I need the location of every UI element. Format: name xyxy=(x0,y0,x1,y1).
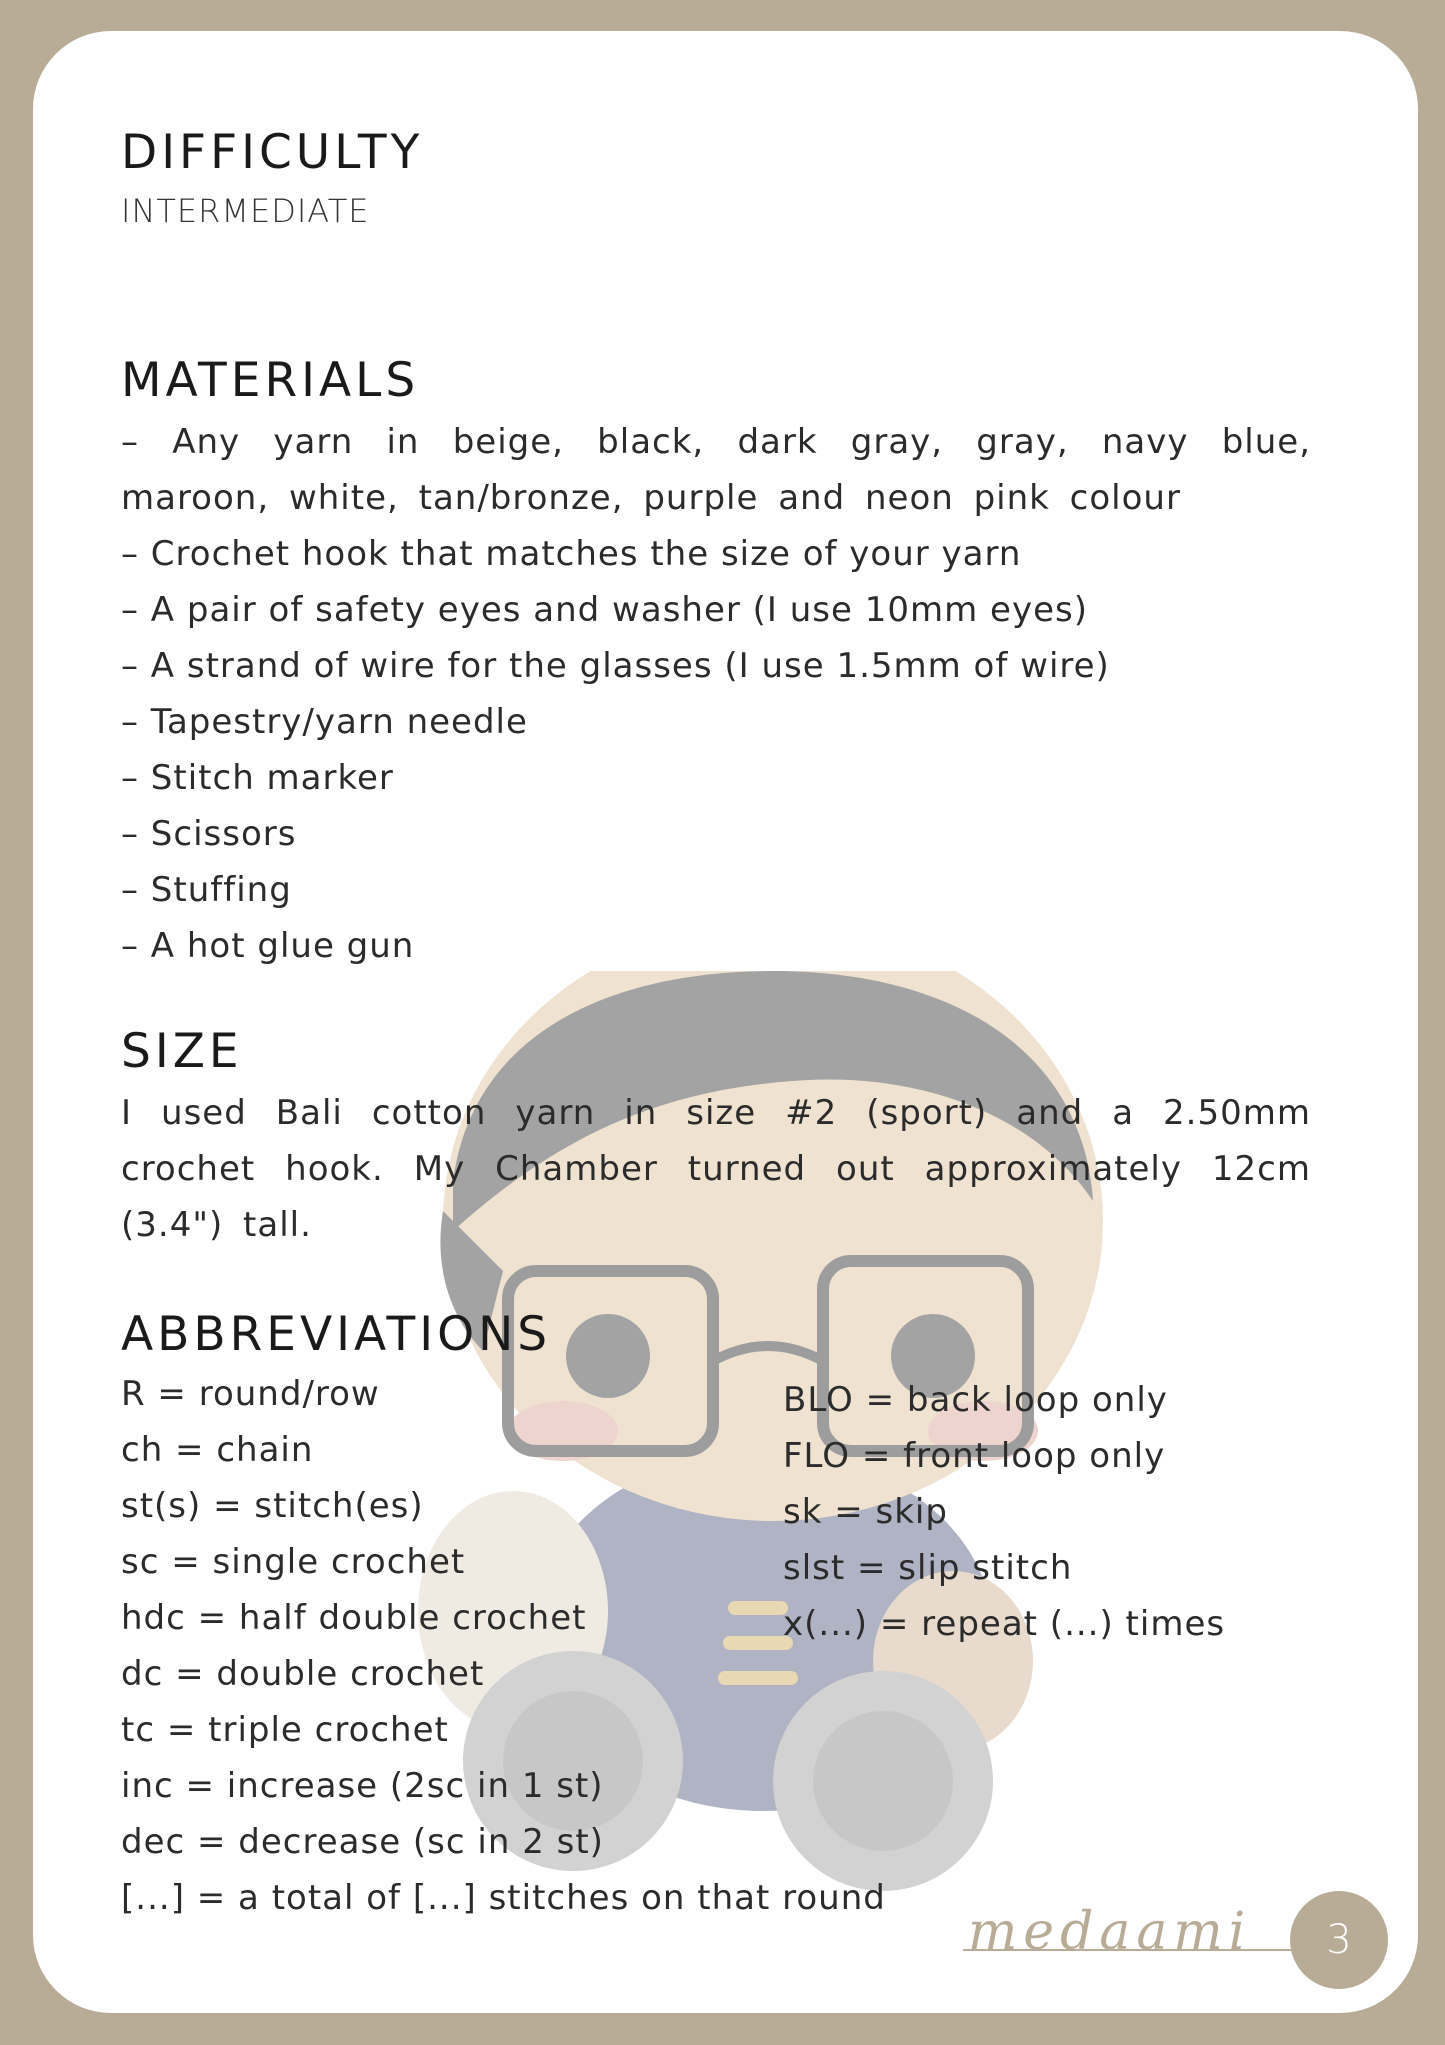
abbreviations-heading: ABBREVIATIONS xyxy=(121,1307,552,1362)
brand-logo: medaami xyxy=(968,1902,1252,1962)
materials-heading: MATERIALS xyxy=(121,353,420,408)
materials-list xyxy=(121,414,1311,974)
abbreviation-item: dc = double crochet xyxy=(121,1654,485,1694)
abbreviation-item: FLO = front loop only xyxy=(783,1436,1166,1476)
abbreviation-item: sc = single crochet xyxy=(121,1542,466,1582)
abbreviation-item: [...] = a total of [...] stitches on that round xyxy=(121,1878,886,1918)
abbreviations-left-column xyxy=(121,1366,886,1926)
materials-item: – Tapestry/yarn needle xyxy=(121,702,528,742)
abbreviation-item: st(s) = stitch(es) xyxy=(121,1486,424,1526)
abbreviation-item: dec = decrease (sc in 2 st) xyxy=(121,1822,604,1862)
abbreviation-item: tc = triple crochet xyxy=(121,1710,449,1750)
materials-item: – A strand of wire for the glasses (I use 1.5mm of wire) xyxy=(121,646,1110,686)
abbreviation-item: BLO = back loop only xyxy=(783,1380,1168,1420)
materials-item: – Stitch marker xyxy=(121,758,394,798)
abbreviation-item: ch = chain xyxy=(121,1430,314,1470)
abbreviation-item: hdc = half double crochet xyxy=(121,1598,587,1638)
materials-item: – A pair of safety eyes and washer (I use 10mm eyes) xyxy=(121,590,1088,630)
page-card xyxy=(33,31,1418,2013)
abbreviations-right-column xyxy=(783,1372,1225,1652)
difficulty-heading: DIFFICULTY xyxy=(121,125,424,180)
abbreviation-item: sk = skip xyxy=(783,1492,948,1532)
abbreviation-item: slst = slip stitch xyxy=(783,1548,1073,1588)
materials-item: – Crochet hook that matches the size of your yarn xyxy=(121,534,1022,574)
abbreviation-item: inc = increase (2sc in 1 st) xyxy=(121,1766,604,1806)
materials-item: – A hot glue gun xyxy=(121,926,415,966)
size-heading: SIZE xyxy=(121,1024,243,1079)
materials-item: – Stuffing xyxy=(121,870,292,910)
page-number-badge xyxy=(1290,1891,1388,1989)
abbreviation-item: R = round/row xyxy=(121,1374,380,1414)
abbreviation-item: x(...) = repeat (...) times xyxy=(783,1604,1226,1644)
size-text: I used Bali cotton yarn in size #2 (sport) and a 2.50mm crochet hook. My Chamber turned out approximately 12cm (3.4") tall. xyxy=(121,1093,1311,1245)
materials-item: – Any yarn in beige, black, dark gray, gray, navy blue, maroon, white, tan/bronze, purple and neon pink colour xyxy=(121,422,1311,518)
materials-item: – Scissors xyxy=(121,814,297,854)
page-number: 3 xyxy=(1326,1917,1352,1963)
difficulty-level: INTERMEDIATE xyxy=(121,192,370,230)
